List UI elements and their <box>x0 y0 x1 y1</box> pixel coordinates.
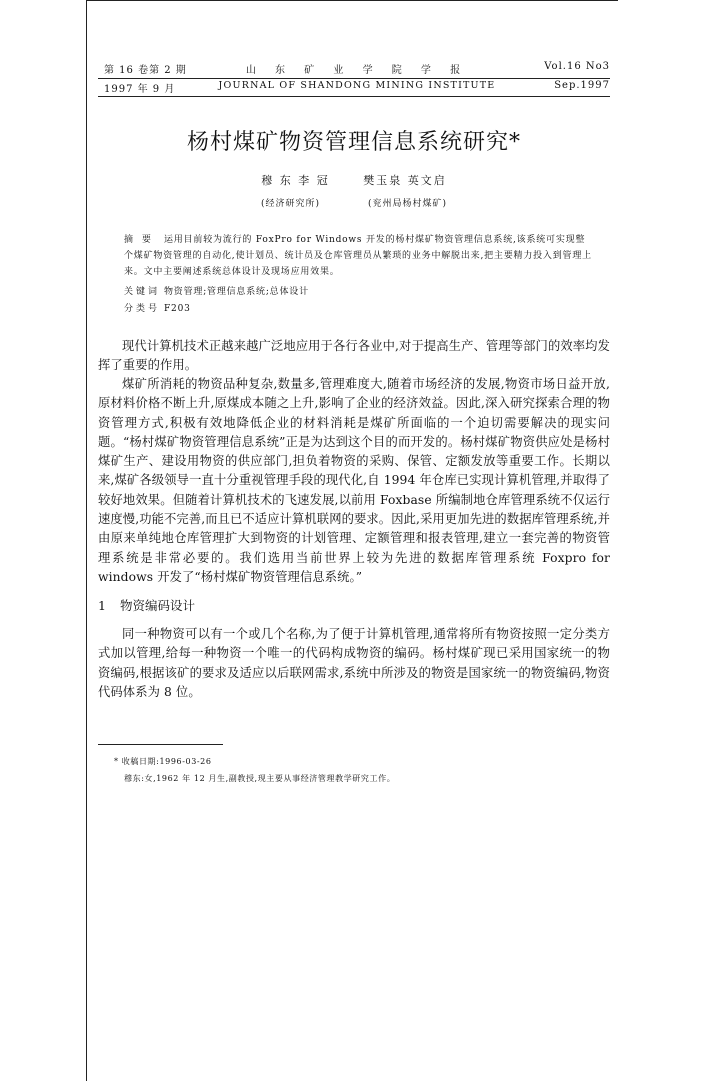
header-rule-bottom <box>98 96 610 97</box>
classification-label: 分类号 <box>124 304 161 314</box>
author-group-2: 樊玉泉 英文启 <box>363 174 447 187</box>
footnote-rule <box>98 744 223 745</box>
affiliation-1: (经济研究所) <box>261 199 321 209</box>
body-paragraph-1 <box>98 337 610 376</box>
paper-title: 杨村煤矿物资管理信息系统研究* <box>186 130 521 155</box>
publish-date-en: Sep.1997 <box>554 80 610 91</box>
crop-mark-horizontal <box>86 0 618 1</box>
paragraph-text: 同一种物资可以有一个或几个名称,为了便于计算机管理,通常将所有物资按照一定分类方式加以管理,给每一种物资一个唯一的代码构成物资的编码。杨村煤矿现已采用国家统一的物资编码,根据该矿的要求及适应以后联网需求,系统中所涉及的物资是国家统一的物资编码,物资代码体系为 8 位。 <box>98 627 610 699</box>
abstract-text: 运用目前较为流行的 FoxPro for Windows 开发的杨村煤矿物资管理信息系统,该系统可实现整个煤矿物资管理的自动化,使计划员、统计员及仓库管理员从繁琐的业务中解脱出来,把主要精力投入到管理上来。文中主要阐述系统总体设计及现场应用效果。 <box>124 235 592 277</box>
header-rule-top <box>98 78 610 79</box>
author-group-1: 穆 东 李 冠 <box>261 174 330 187</box>
section-heading-1 <box>98 596 195 614</box>
journal-name-en: JOURNAL OF SHANDONG MINING INSTITUTE <box>218 80 496 91</box>
keywords-block <box>124 284 594 300</box>
crop-mark-vertical <box>86 0 87 1081</box>
paragraph-text: 煤矿所消耗的物资品种复杂,数量多,管理难度大,随着市场经济的发展,物资市场日益开放,原材料价格不断上升,原煤成本随之上升,影响了企业的经济效益。因此,深入研究探索合理的物资管理方式,积极有效地降低企业的材料消耗是煤矿所面临的一个迫切需要解决的现实问题。“杨村煤矿物资管理信息系统”正是为达到这个目的而开发的。杨村煤矿物资供应处是杨村煤矿生产、建设用物资的供应部门,担负着物资的采购、保管、定额发放等重要工作。长期以来,煤矿各级领导一直十分重视管理手段的现代化,自 1994 年仓库已实现计算机管理,并取得了较好地效果。但随着计算机技术的飞速发展,以前用 Foxbase 所编制地仓库管理系统不仅运行速度慢,功能不完善,而且已不适应计算机联网的要求。因此,采用更加先进的数据库管理系统,并由原来单纯地仓库管理扩大到物资的计划管理、定额管理和报表管理,建立一套完善的物资管理系统是非常必要的。我们选用当前世界上较为先进的数据库管理系统 Foxpro for windows 开发了“杨村煤矿物资管理信息系统。” <box>98 377 610 584</box>
body-paragraph-3 <box>98 625 610 702</box>
keywords-text: 物资管理;管理信息系统;总体设计 <box>164 287 309 297</box>
affiliation-2: (兖州局杨村煤矿) <box>367 199 447 209</box>
classification-block <box>124 301 594 317</box>
volume-issue-cn: 第 16 卷第 2 期 <box>104 65 187 76</box>
author-list <box>98 172 610 188</box>
footnote-received-date: * 收稿日期:1996-03-26 <box>114 757 212 766</box>
body-paragraph-2 <box>98 375 610 587</box>
abstract-label: 摘 要 <box>124 235 154 245</box>
footnote-author-bio: 穆东:女,1962 年 12 月生,副教授,现主要从事经济管理教学研究工作。 <box>124 774 396 783</box>
section-number: 1 <box>98 598 106 613</box>
keywords-label: 关键词 <box>124 287 161 297</box>
section-title: 物资编码设计 <box>120 598 196 613</box>
abstract-block <box>124 232 594 280</box>
affiliation-list <box>98 196 610 209</box>
publish-date-cn: 1997 年 9 月 <box>104 84 176 95</box>
volume-issue-en: Vol.16 No3 <box>544 61 610 72</box>
journal-name-cn: 山 东 矿 业 学 院 学 报 <box>245 65 469 76</box>
paragraph-text: 现代计算机技术正越来越广泛地应用于各行各业中,对于提高生产、管理等部门的效率均发挥了重要的作用。 <box>98 339 610 373</box>
classification-code: F203 <box>164 304 191 314</box>
